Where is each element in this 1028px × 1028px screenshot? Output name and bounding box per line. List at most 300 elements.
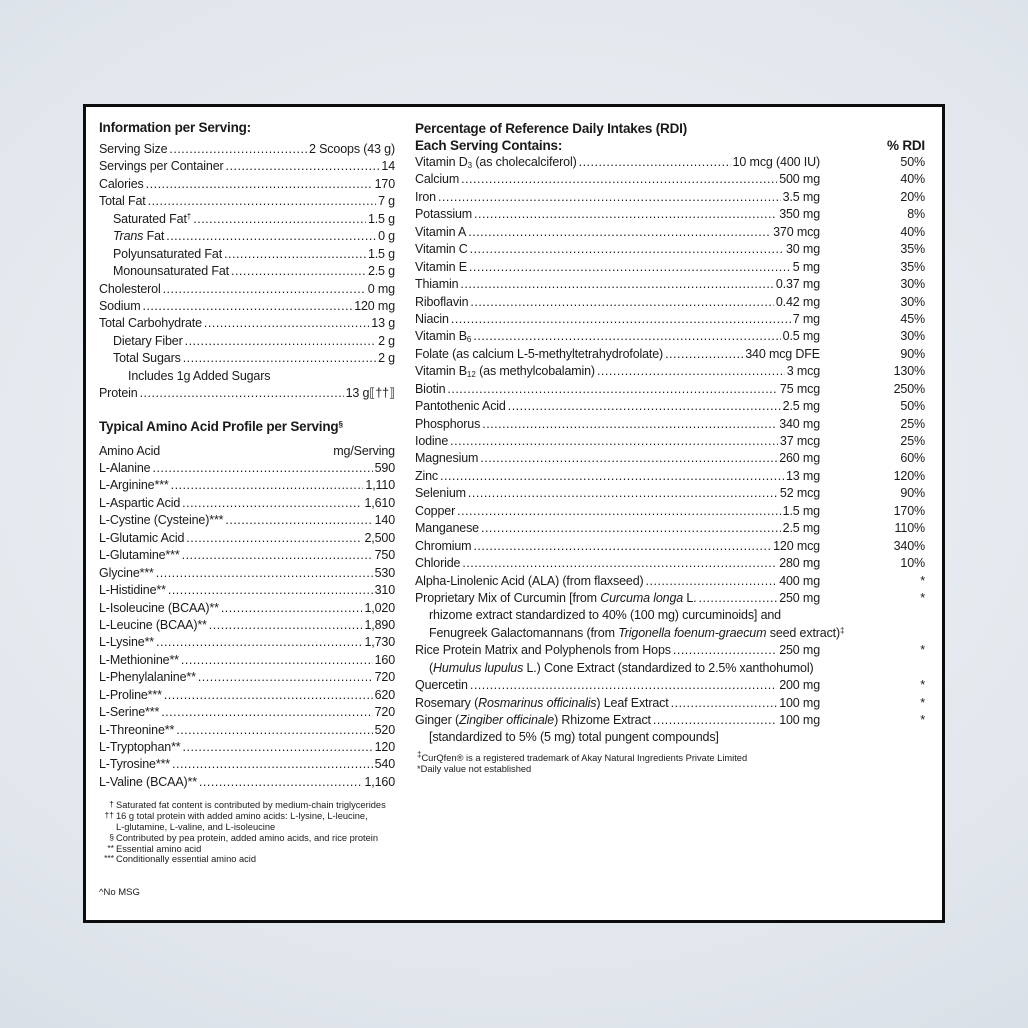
dot-leader [481, 520, 781, 537]
rdi-row-rdi-value: 340% [893, 538, 925, 553]
rdi-row-value: 3.5 mg [782, 189, 820, 204]
amino-acid-list [99, 460, 395, 791]
amino-row [99, 704, 395, 721]
rdi-row [415, 625, 925, 642]
rdi-row-value: 120 mcg [773, 538, 820, 553]
rdi-row-label: Pantothenic Acid [415, 399, 506, 414]
nutrition-row-value: 0 mg [367, 281, 395, 296]
rdi-row [415, 729, 925, 746]
nutrition-row-label: Sodium [99, 298, 141, 313]
dot-leader [473, 538, 771, 555]
rdi-row-rdi-value: 25% [900, 416, 925, 431]
nutrition-row [99, 368, 395, 385]
amino-row-value: 310 [374, 583, 395, 598]
rdi-row-label: Vitamin $D_3$ (as cholecalciferol) [415, 155, 577, 170]
nutrition-row-value: 2 g [378, 351, 395, 366]
amino-row [99, 617, 395, 634]
rdi-row-value: 200 mg [779, 678, 820, 693]
dot-leader [140, 385, 344, 402]
rdi-row-value: 250 mg [779, 590, 820, 605]
footnote [99, 811, 419, 822]
rdi-row-value: 100 mg [779, 713, 820, 727]
rdi-row-value: 10 mcg (400 IU) [732, 155, 820, 169]
footnote-text: L-glutamine, L-valine, and L-isoleucine [116, 821, 276, 832]
rdi-row-rdi-value: 8% [907, 207, 925, 222]
dot-leader [142, 298, 352, 315]
rdi-row-value: 3 mcg [786, 364, 820, 379]
rdi-row-label: Manganese [415, 521, 479, 536]
rdi-row-rdi-value: 10% [900, 556, 925, 571]
amino-header-row [99, 443, 395, 460]
rdi-row [415, 328, 925, 345]
amino-row-label: L-Threonine** [99, 722, 175, 737]
footnote-text: Saturated fat content is contributed by medium-chain triglycerides [116, 800, 386, 811]
dot-leader [460, 276, 773, 293]
rdi-row [415, 154, 925, 171]
rdi-row-value: 13 mg [786, 468, 820, 483]
dot-leader [221, 600, 363, 617]
amino-row-label: L-Serine*** [99, 705, 160, 720]
dot-leader [225, 512, 372, 529]
rdi-row-rdi-value: 35% [900, 259, 925, 274]
rdi-row [415, 311, 925, 328]
rdi-header-row [415, 137, 925, 154]
nutrition-row-label: Polyunsaturated Fat [113, 246, 223, 261]
amino-row-value: 590 [374, 461, 395, 475]
dot-leader [673, 642, 777, 659]
dot-leader [193, 211, 366, 228]
rdi-row-rdi-value: 90% [900, 346, 925, 361]
amino-row [99, 652, 395, 669]
rdi-row-rdi-value: 45% [900, 311, 925, 326]
rdi-row [415, 538, 925, 555]
rdi-row-rdi-value: 250% [893, 381, 925, 396]
rdi-row [415, 573, 925, 590]
dot-leader [185, 333, 376, 350]
amino-row-value: 1,890 [364, 617, 395, 632]
rdi-row-label: Rosemary (Rosmarinus officinalis) Leaf Extract [415, 695, 669, 710]
rdi-row-value: 340 mg [779, 416, 820, 431]
dot-leader [470, 294, 773, 311]
rdi-row-value: 370 mcg [773, 224, 820, 239]
dot-leader [457, 503, 781, 520]
rdi-row-label: Vitamin $B_6$ [415, 329, 472, 345]
dot-leader [473, 328, 780, 345]
rdi-row [415, 416, 925, 433]
rdi-row-label: Alpha-Linolenic Acid (ALA) (from flaxseed) [415, 573, 644, 588]
footnote-marker: § [109, 831, 114, 842]
nutrition-row-value: 7 g [378, 194, 395, 209]
nutrition-row-value: 120 mg [354, 298, 395, 313]
rdi-row [415, 520, 925, 537]
dot-leader [156, 634, 362, 651]
footnote-marker: *** [104, 853, 114, 864]
left-column [99, 120, 395, 898]
rdi-row-value: 75 mcg [779, 381, 820, 396]
rdi-row [415, 346, 925, 363]
nutrition-row-value: 13 g⟦††⟧ [345, 386, 395, 401]
rdi-row-rdi-value: * [920, 695, 925, 710]
nutrition-row [99, 158, 395, 175]
dot-leader [182, 495, 362, 512]
rdi-row-rdi-value: * [920, 678, 925, 693]
amino-row-value: 520 [374, 722, 395, 737]
rdi-row-label: rhizome extract standardized to 40% (100 mg) curcuminoids] and [429, 608, 781, 623]
dot-leader [169, 141, 307, 158]
nutrition-row [99, 315, 395, 332]
rdi-row [415, 398, 925, 415]
rdi-row-value: 0.37 mg [775, 277, 820, 292]
rdi-row-label: Selenium [415, 486, 466, 501]
rdi-row [415, 189, 925, 206]
rdi-row-value: 350 mg [779, 207, 820, 222]
nutrition-row [99, 281, 395, 298]
rdi-row-label: Chloride [415, 556, 461, 571]
dot-leader [450, 433, 778, 450]
footnote-marker: † [109, 799, 114, 810]
nutrition-row [99, 211, 395, 228]
nutrition-row-value: 2 Scoops (43 g) [309, 142, 395, 156]
amino-row-value: 1,730 [364, 635, 395, 650]
nutrition-row [99, 385, 395, 402]
rdi-row-label: Chromium [415, 538, 472, 553]
rdi-row [415, 206, 925, 223]
rdi-row-rdi-value: 120% [893, 468, 925, 483]
dot-leader [172, 756, 373, 773]
amino-row-label: L-Valine (BCAA)** [99, 774, 197, 789]
amino-row-value: 2,500 [364, 530, 395, 545]
amino-row-value: 120 [374, 740, 395, 754]
rdi-row-value: 5 mg [792, 259, 820, 274]
nutrition-row [99, 141, 395, 158]
dot-leader [438, 189, 781, 206]
rdi-row [415, 695, 925, 712]
amino-row [99, 530, 395, 547]
footnote-marker: ** [107, 842, 114, 853]
dot-leader [199, 774, 363, 791]
dot-leader [480, 450, 777, 467]
amino-row [99, 512, 395, 529]
dot-leader [148, 193, 376, 210]
rdi-row-rdi-value: 110% [894, 521, 925, 536]
amino-row-label: L-Isoleucine (BCAA)** [99, 600, 219, 615]
rdi-row-value: 0.42 mg [775, 294, 820, 309]
rdi-row-value: 340 mcg DFE [745, 346, 820, 361]
nutrition-row-value: 2.5 g [367, 264, 395, 279]
amino-row-value: 540 [374, 757, 395, 772]
rdi-row [415, 259, 925, 276]
amino-row [99, 582, 395, 599]
amino-row [99, 756, 395, 773]
dot-leader [152, 460, 372, 477]
dot-leader [671, 695, 778, 712]
footnote-text: Conditionally essential amino acid [116, 854, 257, 865]
dot-leader [226, 158, 380, 175]
rdi-row-rdi-value: 20% [900, 189, 925, 204]
dot-leader [181, 652, 373, 669]
rdi-row-label: (Humulus lupulus L.) Cone Extract (standardized to 2.5% xanthohumol) [429, 660, 814, 675]
amino-row [99, 687, 395, 704]
rdi-row-value: 7 mg [792, 311, 820, 326]
rdi-row-rdi-value: 130% [893, 364, 925, 379]
amino-row-value: 1,110 [365, 478, 395, 493]
rdi-row [415, 224, 925, 241]
dot-leader [231, 263, 366, 280]
dot-leader [653, 712, 777, 729]
amino-row-value: 750 [374, 548, 395, 563]
amino-row [99, 547, 395, 564]
nutrition-row [99, 193, 395, 210]
rdi-row-rdi-value: * [920, 590, 925, 605]
amino-row-label: L-Arginine*** [99, 478, 169, 493]
rdi-row-label: Fenugreek Galactomannans (from Trigonella foenum-graecum seed extract)‡ [429, 625, 845, 640]
nutrition-row-label: Calories [99, 176, 144, 191]
footnote [99, 844, 419, 855]
dot-leader [161, 704, 372, 721]
footnote: ‡CurQfen® is a registered trademark of Akay Natural Ingredients Private Limited [417, 749, 748, 763]
dot-leader [163, 281, 366, 298]
dot-leader [579, 154, 731, 171]
dot-leader [168, 582, 373, 599]
amino-header-name: Amino Acid [99, 443, 161, 458]
amino-row [99, 495, 395, 512]
nutrition-row-value: 14 [381, 159, 395, 174]
rdi-row [415, 555, 925, 572]
dot-leader [470, 677, 777, 694]
dot-leader [176, 722, 372, 739]
each-serving-contains-label: Each Serving Contains: [415, 138, 563, 153]
dot-leader [474, 206, 777, 223]
amino-row-label: L-Alanine [99, 461, 151, 475]
dot-leader [146, 176, 373, 193]
rdi-row-value: 0.5 mg [782, 329, 820, 344]
rdi-row [415, 468, 925, 485]
nutrition-row-label: Trans Fat [113, 229, 165, 244]
right-column [415, 120, 925, 775]
dot-leader [204, 315, 369, 332]
rdi-row-label: Ginger (Zingiber officinale) Rhizome Extract [415, 713, 651, 727]
rdi-row [415, 171, 925, 188]
amino-row-label: L-Leucine (BCAA)** [99, 617, 207, 632]
rdi-row [415, 294, 925, 311]
nutrition-row-label: Monounsaturated Fat [113, 264, 229, 279]
dot-leader [508, 398, 781, 415]
dot-leader [198, 669, 373, 686]
amino-row-value: 720 [374, 670, 395, 685]
rdi-row [415, 450, 925, 467]
rdi-row-rdi-value: 170% [893, 503, 925, 518]
footnote [99, 854, 419, 865]
rdi-row-label: Folate (as calcium L-5-methyltetrahydrofolate) [415, 346, 664, 361]
rdi-row-rdi-value: 90% [900, 486, 925, 501]
footnote [99, 833, 419, 844]
rdi-row-rdi-value: 30% [900, 294, 925, 309]
dot-leader [156, 565, 373, 582]
rdi-row [415, 677, 925, 694]
rdi-row-rdi-value: 25% [900, 434, 925, 448]
rdi-row-label: Vitamin C [415, 242, 468, 257]
rdi-row-label: Magnesium [415, 451, 479, 466]
no-msg-note: ^No MSG [99, 887, 140, 899]
footnote [99, 822, 419, 833]
supplement-facts-panel [83, 104, 945, 923]
rdi-row-label: Vitamin E [415, 259, 467, 274]
rdi-row [415, 363, 925, 380]
rdi-row-rdi-value: 40% [900, 224, 925, 239]
amino-profile-title: Typical Amino Acid Profile per Serving§ [99, 418, 343, 434]
nutrition-row-value: 1.5 g [367, 211, 395, 226]
rdi-row-value: 2.5 mg [782, 521, 820, 536]
amino-row-label: L-Glutamic Acid [99, 530, 185, 545]
rdi-row-value: 52 mcg [779, 486, 820, 501]
nutrition-row [99, 263, 395, 280]
rdi-row-rdi-value: 60% [900, 451, 925, 466]
amino-row-value: 720 [374, 705, 395, 720]
rdi-row [415, 660, 925, 677]
percent-rdi-header: % RDI [886, 138, 925, 153]
rdi-row [415, 381, 925, 398]
amino-row-value: 160 [374, 652, 395, 667]
dot-leader [665, 346, 743, 363]
amino-row-value: 530 [374, 565, 395, 580]
rdi-list [415, 154, 925, 747]
left-footnotes [99, 800, 419, 865]
amino-row-label: L-Proline*** [99, 687, 162, 702]
footnote: *Daily value not established [417, 763, 532, 774]
rdi-row-label: Quercetin [415, 678, 468, 693]
rdi-title: Percentage of Reference Daily Intakes (RDI) [415, 121, 687, 136]
amino-row-value: 620 [374, 687, 395, 702]
dot-leader [597, 363, 785, 380]
rdi-row-rdi-value: * [920, 643, 925, 658]
dot-leader [447, 381, 778, 398]
amino-row [99, 600, 395, 617]
rdi-row [415, 642, 925, 659]
rdi-row-rdi-value: 35% [900, 242, 925, 257]
amino-row-value: 1,610 [364, 495, 395, 510]
nutrition-row [99, 333, 395, 350]
nutrition-row-label: Dietary Fiber [113, 333, 183, 348]
dot-leader [451, 311, 791, 328]
dot-leader [209, 617, 363, 634]
dot-leader [469, 259, 791, 276]
rdi-row-value: 280 mg [779, 556, 820, 571]
amino-row [99, 722, 395, 739]
nutrition-row [99, 176, 395, 193]
rdi-row-value: 1.5 mg [782, 503, 820, 518]
rdi-row-label: Vitamin A [415, 224, 467, 239]
rdi-row-value: 30 mg [786, 242, 820, 257]
rdi-row-value: 260 mg [779, 451, 820, 466]
amino-row [99, 669, 395, 686]
dot-leader [164, 687, 373, 704]
nutrition-row-label: Includes 1g Added Sugars [128, 368, 271, 383]
rdi-row-value: 100 mg [779, 695, 820, 710]
dot-leader [186, 530, 362, 547]
nutrition-row-label: Total Carbohydrate [99, 316, 202, 331]
amino-row [99, 460, 395, 477]
dot-leader [440, 468, 784, 485]
footnote-text: Contributed by pea protein, added amino acids, and rice protein [116, 832, 379, 843]
amino-row-label: L-Phenylalanine** [99, 670, 196, 685]
amino-row-label: L-Cystine (Cysteine)*** [99, 513, 224, 528]
rdi-row [415, 590, 925, 607]
nutrition-row-value: 13 g [371, 316, 395, 331]
rdi-row-label: [standardized to 5% (5 mg) total pungent compounds] [429, 730, 719, 745]
footnote-marker [99, 821, 116, 832]
rdi-row [415, 241, 925, 258]
nutrition-row [99, 298, 395, 315]
rdi-row-value: 400 mg [779, 573, 820, 588]
info-per-serving-title: Information per Serving: [99, 120, 251, 135]
dot-leader [461, 171, 777, 188]
rdi-row [415, 712, 925, 729]
rdi-row-rdi-value: 30% [900, 329, 925, 344]
dot-leader [166, 228, 376, 245]
rdi-row-label: Zinc [415, 468, 439, 483]
dot-leader [182, 547, 373, 564]
rdi-row-label: Niacin [415, 311, 449, 326]
rdi-row-label: Vitamin $B_{12}$ (as methylcobalamin) [415, 364, 595, 380]
nutrition-row [99, 246, 395, 263]
dot-leader [470, 241, 784, 258]
amino-row [99, 477, 395, 494]
rdi-row-label: Riboflavin [415, 294, 469, 309]
dot-leader [646, 573, 778, 590]
dot-leader [468, 224, 771, 241]
amino-row [99, 634, 395, 651]
rdi-row [415, 433, 925, 450]
nutrition-row-value: 2 g [378, 333, 395, 348]
amino-row-label: L-Tyrosine*** [99, 757, 170, 772]
rdi-row-rdi-value: 50% [900, 155, 925, 169]
rdi-row-value: 2.5 mg [782, 399, 820, 414]
nutrition-row-label: Servings per Container [99, 159, 224, 174]
rdi-row-rdi-value: 30% [900, 277, 925, 292]
rdi-row-value: 250 mg [779, 643, 820, 658]
rdi-row-rdi-value: 40% [900, 172, 925, 187]
rdi-row [415, 485, 925, 502]
footnote-marker: †† [104, 810, 114, 821]
footnote-text: Essential amino acid [116, 843, 202, 854]
rdi-row-label: Thiamin [415, 277, 459, 292]
rdi-row-value: 37 mcg [779, 434, 820, 448]
amino-row-label: L-Aspartic Acid [99, 495, 181, 510]
footnote-text: 16 g total protein with added amino acids: L-lysine, L-leucine, [116, 811, 368, 822]
dot-leader [699, 590, 778, 607]
amino-row-value: 140 [374, 513, 395, 528]
nutrition-row-label: Saturated Fat† [113, 211, 192, 226]
right-footnotes [415, 749, 925, 775]
rdi-row-label: Potassium [415, 207, 473, 222]
amino-row-label: L-Glutamine*** [99, 548, 180, 563]
rdi-row-rdi-value: * [920, 573, 925, 588]
amino-header-unit: mg/Serving [333, 443, 395, 458]
nutrition-row-label: Serving Size [99, 142, 168, 156]
dot-leader [183, 350, 376, 367]
amino-row-value: 1,160 [364, 774, 395, 789]
amino-row [99, 774, 395, 791]
dot-leader [482, 416, 777, 433]
amino-row-label: L-Methionine** [99, 652, 179, 667]
footnote [99, 800, 419, 811]
amino-row-value: 1,020 [364, 600, 395, 615]
dot-leader [224, 246, 366, 263]
rdi-row-label: Proprietary Mix of Curcumin [from Curcuma longa L. [415, 590, 697, 605]
rdi-row-rdi-value: * [920, 713, 925, 727]
nutrition-row-label: Total Fat [99, 194, 146, 209]
rdi-row-label: Iron [415, 189, 436, 204]
